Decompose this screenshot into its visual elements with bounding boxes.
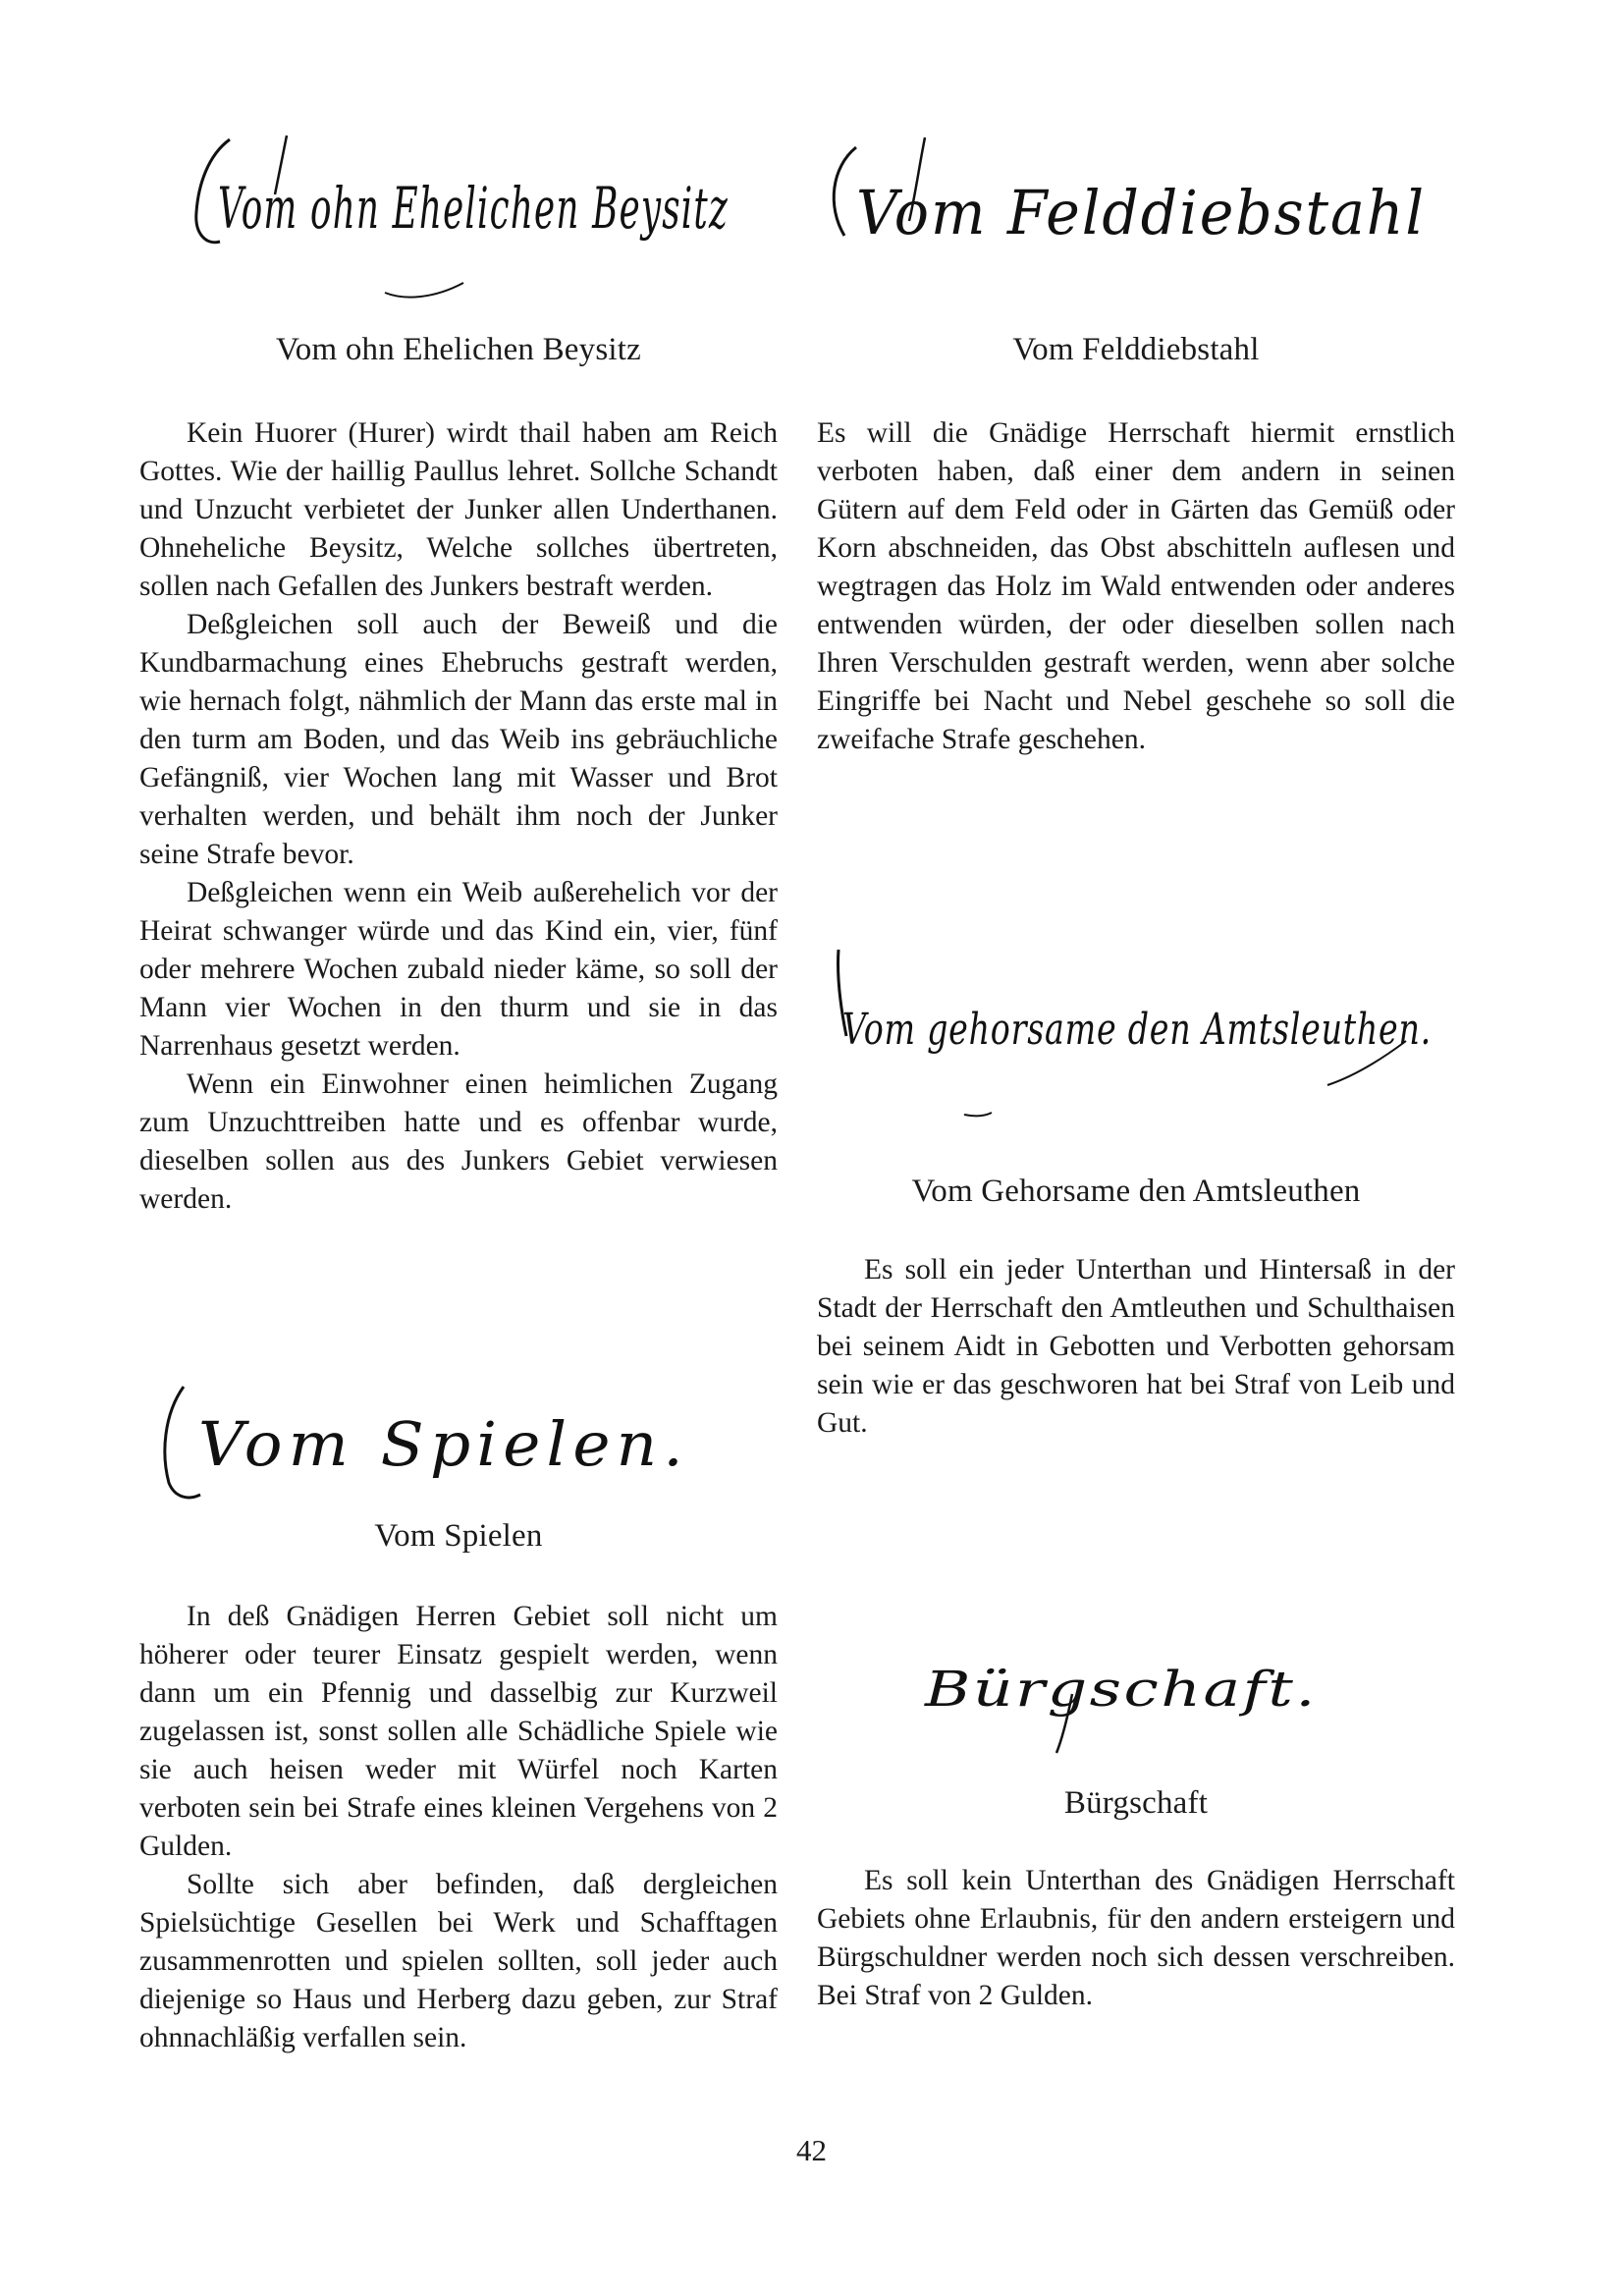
paragraph: Deßgleichen wenn ein Weib außerehelich vor der Heirat schwanger würde und das Kind ein, vier, fünf oder mehrere Wochen zubald nieder käme, so soll der Mann vier Wochen in den thurm und sie in das Narrenhaus gesetzt werden. bbox=[139, 877, 778, 1062]
section-heading-ehelichen: Vom ohn Ehelichen Beysitz bbox=[276, 332, 641, 367]
handwritten-title-gehorsame-image bbox=[817, 938, 1455, 1124]
handwritten-title-felddiebstahl bbox=[817, 128, 1455, 275]
handwritten-title-felddiebstahl-image bbox=[817, 128, 1455, 275]
handwritten-title-felddiebstahl-text: Vom Felddiebstahl bbox=[856, 177, 1426, 248]
handwritten-title-buergschaft-text: Bürgschaft. bbox=[923, 1661, 1318, 1718]
paragraph: Sollte sich aber befinden, daß dergleichen Spielsüchtige Gesellen bei Werk und Schafftagen zusammenrotten und spielen sollten, soll jeder auch diejenige so Haus und Herberg dazu geben, zur Straf ohnnachläßig verfallen sein. bbox=[139, 1869, 778, 2053]
handwritten-title-ehelichen-image bbox=[139, 126, 778, 322]
paragraph: Es will die Gnädige Herrschaft hiermit ernstlich verboten haben, daß einer dem andern in seinen Gütern auf dem Feld oder in Gärten das Gemüß oder Korn abschneiden, das Obst abschitteln auflesen und wegtragen das Holz im Wald entwenden oder anderes entwenden würden, der oder dieselben sollen nach Ihren Verschulden gestraft werden, wenn aber solche Eingriffe bei Nacht und Nebel geschehe so soll die zweifache Strafe geschehen. bbox=[817, 417, 1455, 755]
section-heading-spielen: Vom Spielen bbox=[374, 1518, 543, 1554]
section-heading-buergschaft: Bürgschaft bbox=[1063, 1785, 1209, 1821]
handwritten-title-spielen bbox=[139, 1375, 778, 1512]
handwritten-title-ehelichen bbox=[139, 126, 778, 322]
handwritten-title-gehorsame bbox=[817, 938, 1455, 1124]
section-body-spielen bbox=[139, 1598, 778, 2057]
page-number: 42 bbox=[796, 2133, 827, 2167]
handwritten-title-spielen-text: Vom Spielen. bbox=[198, 1408, 689, 1480]
handwritten-title-buergschaft-image bbox=[817, 1635, 1455, 1763]
section-heading-felddiebstahl: Vom Felddiebstahl bbox=[1012, 332, 1260, 367]
paragraph: Wenn ein Einwohner einen heimlichen Zugang zum Unzuchttreiben hatte und es offenbar wurde, dieselben sollen aus des Junkers Gebiet verwiesen werden. bbox=[139, 1068, 778, 1215]
section-body-ehelichen bbox=[139, 414, 778, 1219]
section-body-buergschaft bbox=[817, 1862, 1455, 2015]
paragraph: Deßgleichen soll auch der Beweiß und die Kundbarmachung eines Ehebruchs gestraft werden, wie hernach folgt, nähmlich der Mann das erste mal in den turm am Boden, und das Weib ins gebräuchliche Gefängniß, vier Wochen lang mit Wasser und Brot verhalten werden, und behält ihm noch der Junker seine Strafe bevor. bbox=[139, 609, 778, 870]
handwritten-title-ehelichen-text: Vom ohn Ehelichen Beysitz bbox=[218, 175, 729, 242]
section-heading-gehorsame: Vom Gehorsame den Amtsleuthen bbox=[911, 1174, 1361, 1209]
handwritten-title-buergschaft bbox=[817, 1635, 1455, 1763]
paragraph: Es soll kein Unterthan des Gnädigen Herrschaft Gebiets ohne Erlaubnis, für den andern ersteigern und Bürgschuldner werden noch sich dessen verschreiben. Bei Straf von 2 Gulden. bbox=[817, 1865, 1455, 2011]
handwritten-title-gehorsame-text: Vom gehorsame den Amtsleuthen. bbox=[842, 1005, 1432, 1055]
handwritten-title-spielen-image bbox=[139, 1375, 778, 1512]
paragraph: In deß Gnädigen Herren Gebiet soll nicht um höherer oder teurer Einsatz gespielt werden, wenn dann um ein Pfennig und dasselbig zur Kurzweil zugelassen ist, sonst sollen alle Schädliche Spiele wie sie auch heisen weder mit Würfel noch Karten verboten sein bei Strafe eines kleinen Vergehens von 2 Gulden. bbox=[139, 1601, 778, 1862]
section-body-felddiebstahl bbox=[817, 414, 1455, 759]
paragraph: Es soll ein jeder Unterthan und Hintersaß in der Stadt der Herrschaft den Amtleuthen und Schulthaisen bei seinem Aidt in Gebotten und Verbotten gehorsam sein wie er das geschworen hat bei Straf von Leib und Gut. bbox=[817, 1254, 1455, 1439]
section-body-gehorsame bbox=[817, 1251, 1455, 1443]
paragraph: Kein Huorer (Hurer) wirdt thail haben am Reich Gottes. Wie der haillig Paullus lehret. Sollche Schandt und Unzucht verbietet der Junker allen Underthanen. Ohneheliche Beysitz, Welche sollches übertreten, sollen nach Gefallen des Junkers bestraft werden. bbox=[139, 417, 778, 602]
